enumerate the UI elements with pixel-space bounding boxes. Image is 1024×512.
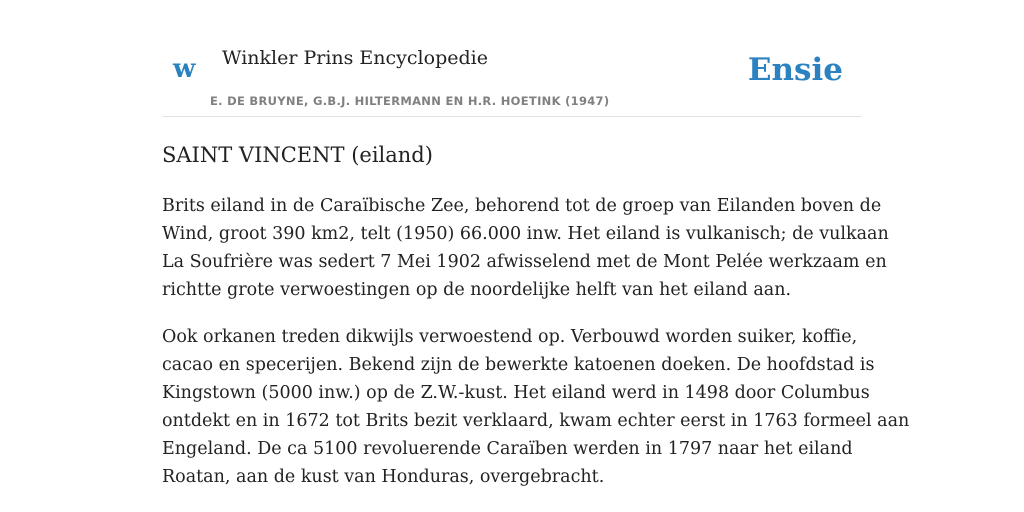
text-line: ontdekt en in 1672 tot Brits bezit verklaard, kwam echter eerst in 1763 formeel aan — [162, 411, 910, 431]
text-line: Wind, groot 390 km2, telt (1950) 66.000 inw. Het eiland is vulkanisch; de vulkaan — [162, 224, 889, 244]
publication-logo-icon[interactable]: w — [173, 54, 196, 84]
article-title: SAINT VINCENT (eiland) — [162, 143, 433, 167]
brand-logo[interactable]: Ensie — [747, 52, 843, 88]
text-line: Brits eiland in de Caraïbische Zee, behorend tot de groep van Eilanden boven de — [162, 196, 882, 216]
article-body — [162, 192, 910, 510]
text-line: Engeland. De ca 5100 revoluerende Caraïben werden in 1797 naar het eiland — [162, 439, 853, 459]
paragraph-2 — [162, 323, 910, 491]
authors-line: E. DE BRUYNE, G.B.J. HILTERMANN EN H.R. HOETINK (1947) — [210, 94, 610, 108]
text-line: Ook orkanen treden dikwijls verwoestend op. Verbouwd worden suiker, koffie, — [162, 327, 858, 347]
header — [162, 0, 862, 117]
paragraph-1 — [162, 192, 889, 304]
text-line: Roatan, aan de kust van Honduras, overgebracht. — [162, 467, 605, 487]
text-line: richtte grote verwoestingen op de noordelijke helft van het eiland aan. — [162, 280, 792, 300]
text-line: Kingstown (5000 inw.) op de Z.W.-kust. Het eiland werd in 1498 door Columbus — [162, 383, 870, 403]
text-line: cacao en specerijen. Bekend zijn de bewerkte katoenen doeken. De hoofdstad is — [162, 355, 875, 375]
publication-title[interactable]: Winkler Prins Encyclopedie — [222, 47, 488, 69]
page — [162, 0, 910, 512]
text-line: La Soufrière was sedert 7 Mei 1902 afwisselend met de Mont Pelée werkzaam en — [162, 252, 887, 272]
